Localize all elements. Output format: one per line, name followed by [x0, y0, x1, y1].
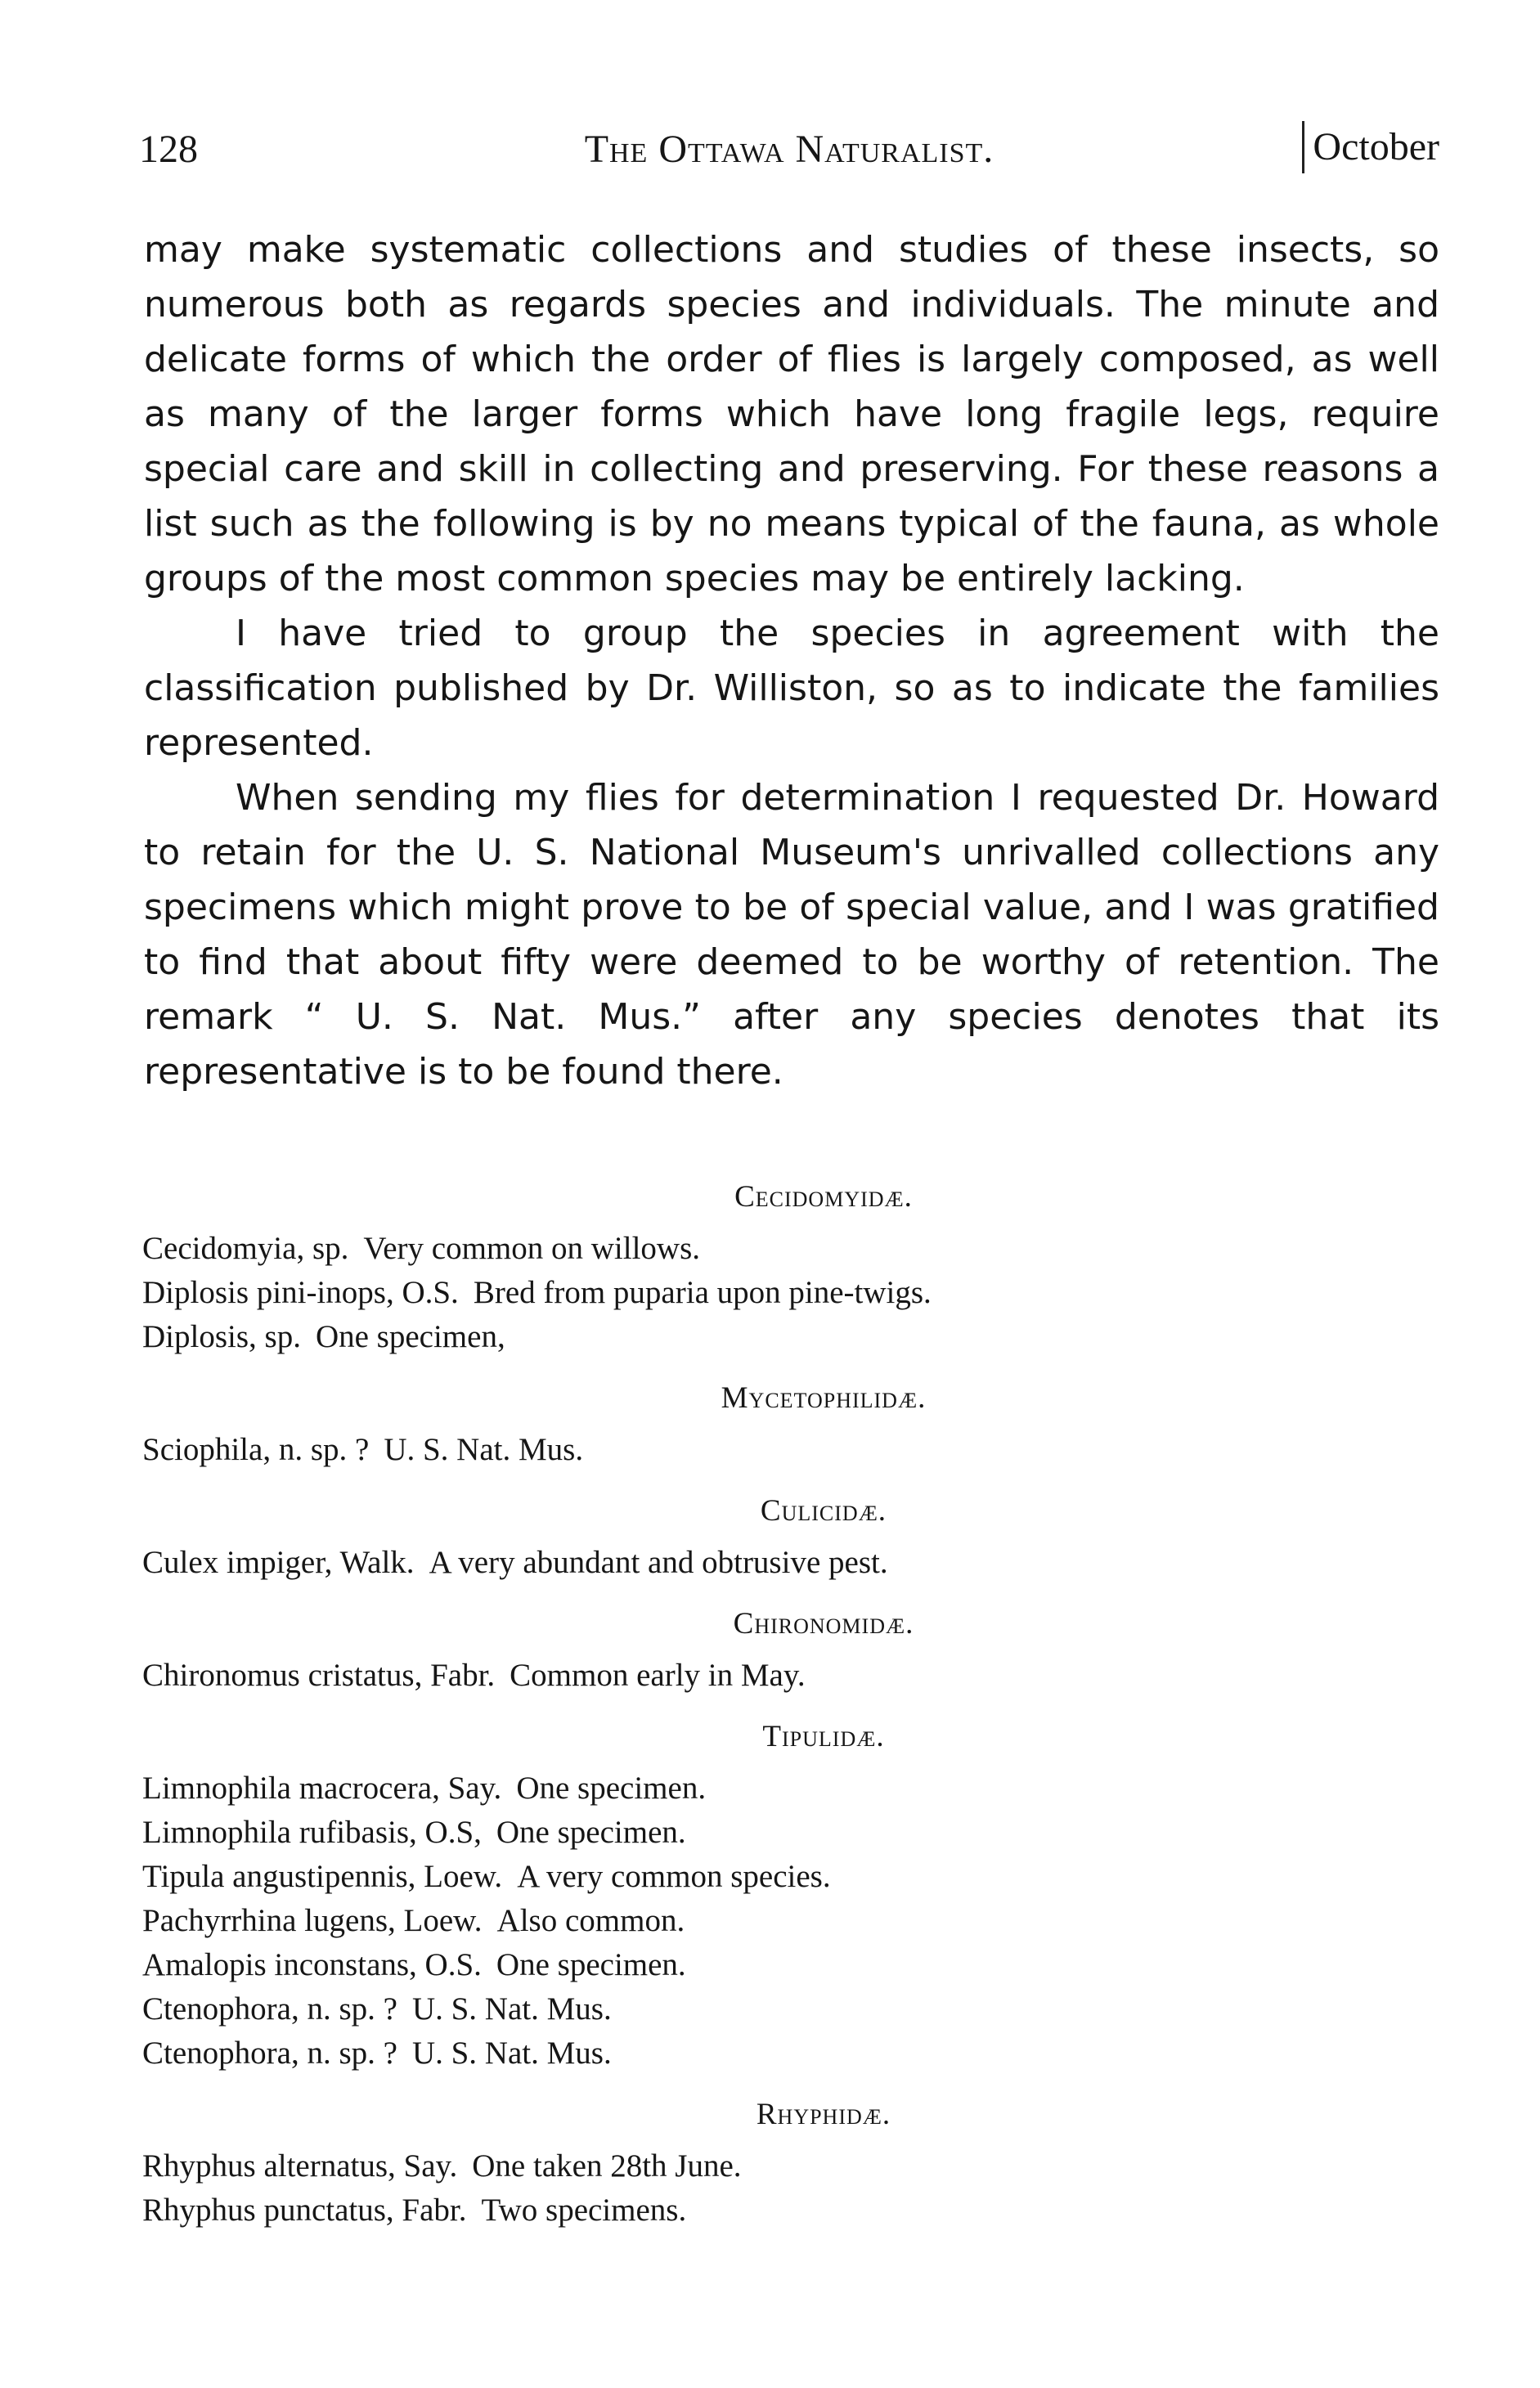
- family-section: [142, 1595, 1439, 1698]
- species-entry: [142, 2144, 1439, 2188]
- species-name: Diplosis, sp.: [142, 1319, 301, 1354]
- page-number: 128: [139, 128, 198, 171]
- family-heading: Tipulidæ.: [762, 1720, 885, 1753]
- article-body: [144, 222, 1439, 1099]
- species-note: Also common.: [496, 1903, 685, 1938]
- species-note: U. S. Nat. Mus.: [411, 1991, 612, 2027]
- species-name: Ctenophora, n. sp. ?: [142, 1991, 397, 2027]
- species-entry: [142, 1943, 1439, 1987]
- species-name: Sciophila, n. sp. ?: [142, 1432, 370, 1467]
- species-name: Rhyphus punctatus, Fabr.: [142, 2193, 467, 2228]
- family-section: [142, 1369, 1439, 1472]
- species-entry: [142, 2188, 1439, 2233]
- issue-month: October: [1302, 121, 1439, 173]
- species-note: A very abundant and obtrusive pest.: [429, 1545, 888, 1580]
- species-entry: [142, 1766, 1439, 1811]
- family-heading: Chironomidæ.: [733, 1607, 914, 1641]
- species-note: Common early in May.: [510, 1658, 806, 1693]
- species-name: Pachyrrhina lugens, Loew.: [142, 1903, 483, 1938]
- species-name: Culex impiger, Walk.: [142, 1545, 415, 1580]
- species-note: One taken 28th June.: [472, 2148, 742, 2184]
- species-name: Limnophila macrocera, Say.: [142, 1771, 502, 1806]
- species-name: Rhyphus alternatus, Say.: [142, 2148, 458, 2184]
- species-note: U. S. Nat. Mus.: [384, 1432, 584, 1467]
- species-entry: [142, 1315, 1439, 1359]
- species-note: One specimen.: [496, 1947, 686, 1982]
- family-section: [142, 1482, 1439, 1585]
- species-note: One specimen,: [315, 1319, 505, 1354]
- species-note: Very common on willows.: [363, 1231, 701, 1266]
- species-name: Tipula angustipennis, Loew.: [142, 1859, 503, 1894]
- species-note: A very common species.: [517, 1859, 831, 1894]
- species-name: Diplosis pini-inops, O.S.: [142, 1275, 459, 1310]
- family-heading: Mycetophilidæ.: [721, 1381, 927, 1415]
- family-heading: Culicidæ.: [760, 1494, 887, 1528]
- paragraph: may make systematic collections and studies of these insects, so numerous both as regards species and individuals. The minute and delicate forms of which the order of flies is largely composed, as well as many of the larger forms which have long fragile legs, require special care and skill in collecting and preserving. For these reasons a list such as the following is by no means typical of the fauna, as whole groups of the most common species may be entirely lacking.: [144, 229, 1439, 599]
- species-entry: [142, 1227, 1439, 1271]
- paragraph: When sending my flies for determination I requested Dr. Howard to retain for the U. S. National Museum's unrivalled collections any specimens which might prove to be of special value, and I was gratified to find that about fifty were deemed to be worthy of retention. The remark “ U. S. Nat. Mus.” after any species denotes that its representative is to be found there.: [144, 777, 1439, 1093]
- species-name: Cecidomyia, sp.: [142, 1231, 349, 1266]
- species-note: Two specimens.: [481, 2193, 687, 2228]
- family-section: [142, 2085, 1439, 2233]
- species-name: Amalopis inconstans, O.S.: [142, 1947, 482, 1982]
- species-name: Chironomus cristatus, Fabr.: [142, 1658, 496, 1693]
- species-entry: [142, 1811, 1439, 1855]
- species-entry: [142, 1855, 1439, 1899]
- species-name: Limnophila rufibasis, O.S,: [142, 1815, 482, 1850]
- species-entry: [142, 1987, 1439, 2031]
- species-entry: [142, 1541, 1439, 1585]
- species-list: [142, 1168, 1439, 2233]
- species-entry: [142, 1428, 1439, 1472]
- family-section: [142, 1708, 1439, 2076]
- species-entry: [142, 1899, 1439, 1943]
- species-note: Bred from puparia upon pine-twigs.: [473, 1275, 932, 1310]
- species-note: One specimen.: [516, 1771, 707, 1806]
- family-heading: Rhyphidæ.: [756, 2098, 891, 2131]
- species-entry: [142, 1271, 1439, 1315]
- species-entry: [142, 1654, 1439, 1698]
- species-name: Ctenophora, n. sp. ?: [142, 2036, 397, 2071]
- species-entry: [142, 2031, 1439, 2076]
- journal-title: The Ottawa Naturalist.: [584, 128, 994, 171]
- paragraph: I have tried to group the species in agreement with the classification published by Dr. Williston, so as to indicate the families represented.: [144, 613, 1439, 764]
- species-note: One specimen.: [496, 1815, 686, 1850]
- species-note: U. S. Nat. Mus.: [411, 2036, 612, 2071]
- family-heading: Cecidomyidæ.: [734, 1180, 913, 1214]
- running-head: [139, 121, 1439, 178]
- family-section: [142, 1168, 1439, 1359]
